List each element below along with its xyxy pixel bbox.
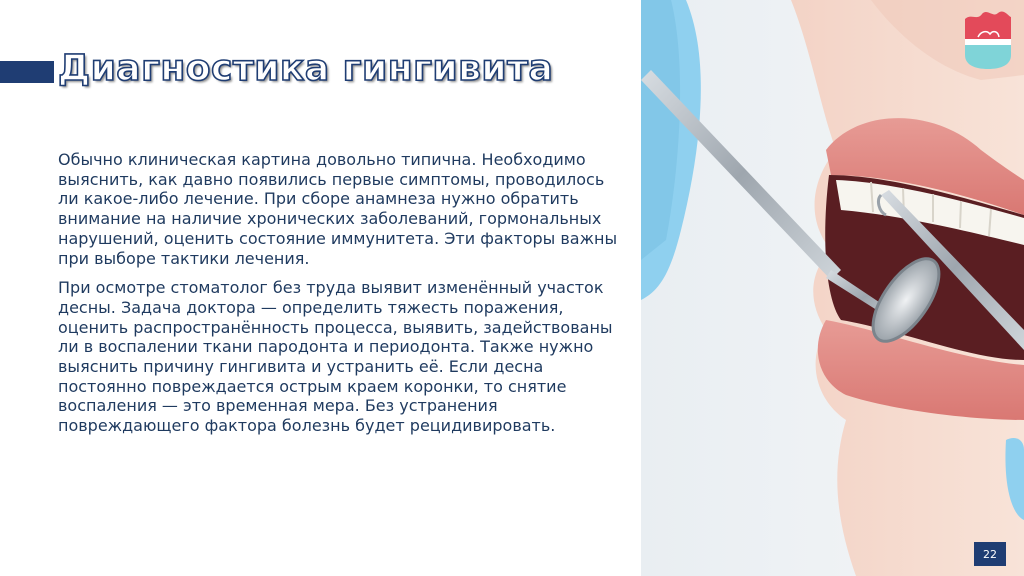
title-accent-bar [0,61,54,83]
paragraph-2: При осмотре стоматолог без труда выявит изменённый участок десны. Задача доктора — определить тяжесть поражения, оценить распространённость процесса, выявить, задействованы ли в воспалении ткани пародонта и периодонта. Также нужно выяснить причину гингивита и устранить её. Если десна постоянно повреждается острым краем коронки, то снятие воспаления — это временная мера. Без устранения повреждающего фактора болезнь будет рецидивировать. [58,278,613,436]
slide-body [58,150,628,446]
dental-exam-photo [641,0,1024,576]
page-number-badge: 22 [974,542,1006,566]
paragraph-1: Обычно клиническая картина довольно типична. Необходимо выяснить, как давно появились первые симптомы, проводилось ли какое-либо лечение. При сборе анамнеза нужно обратить внимание на наличие хронических заболеваний, гормональных нарушений, оценить состояние иммунитета. Эти факторы важны при выборе тактики лечения. [58,150,618,268]
crest-logo-icon [963,9,1013,71]
slide-title: Диагностика гингивита [58,48,554,89]
